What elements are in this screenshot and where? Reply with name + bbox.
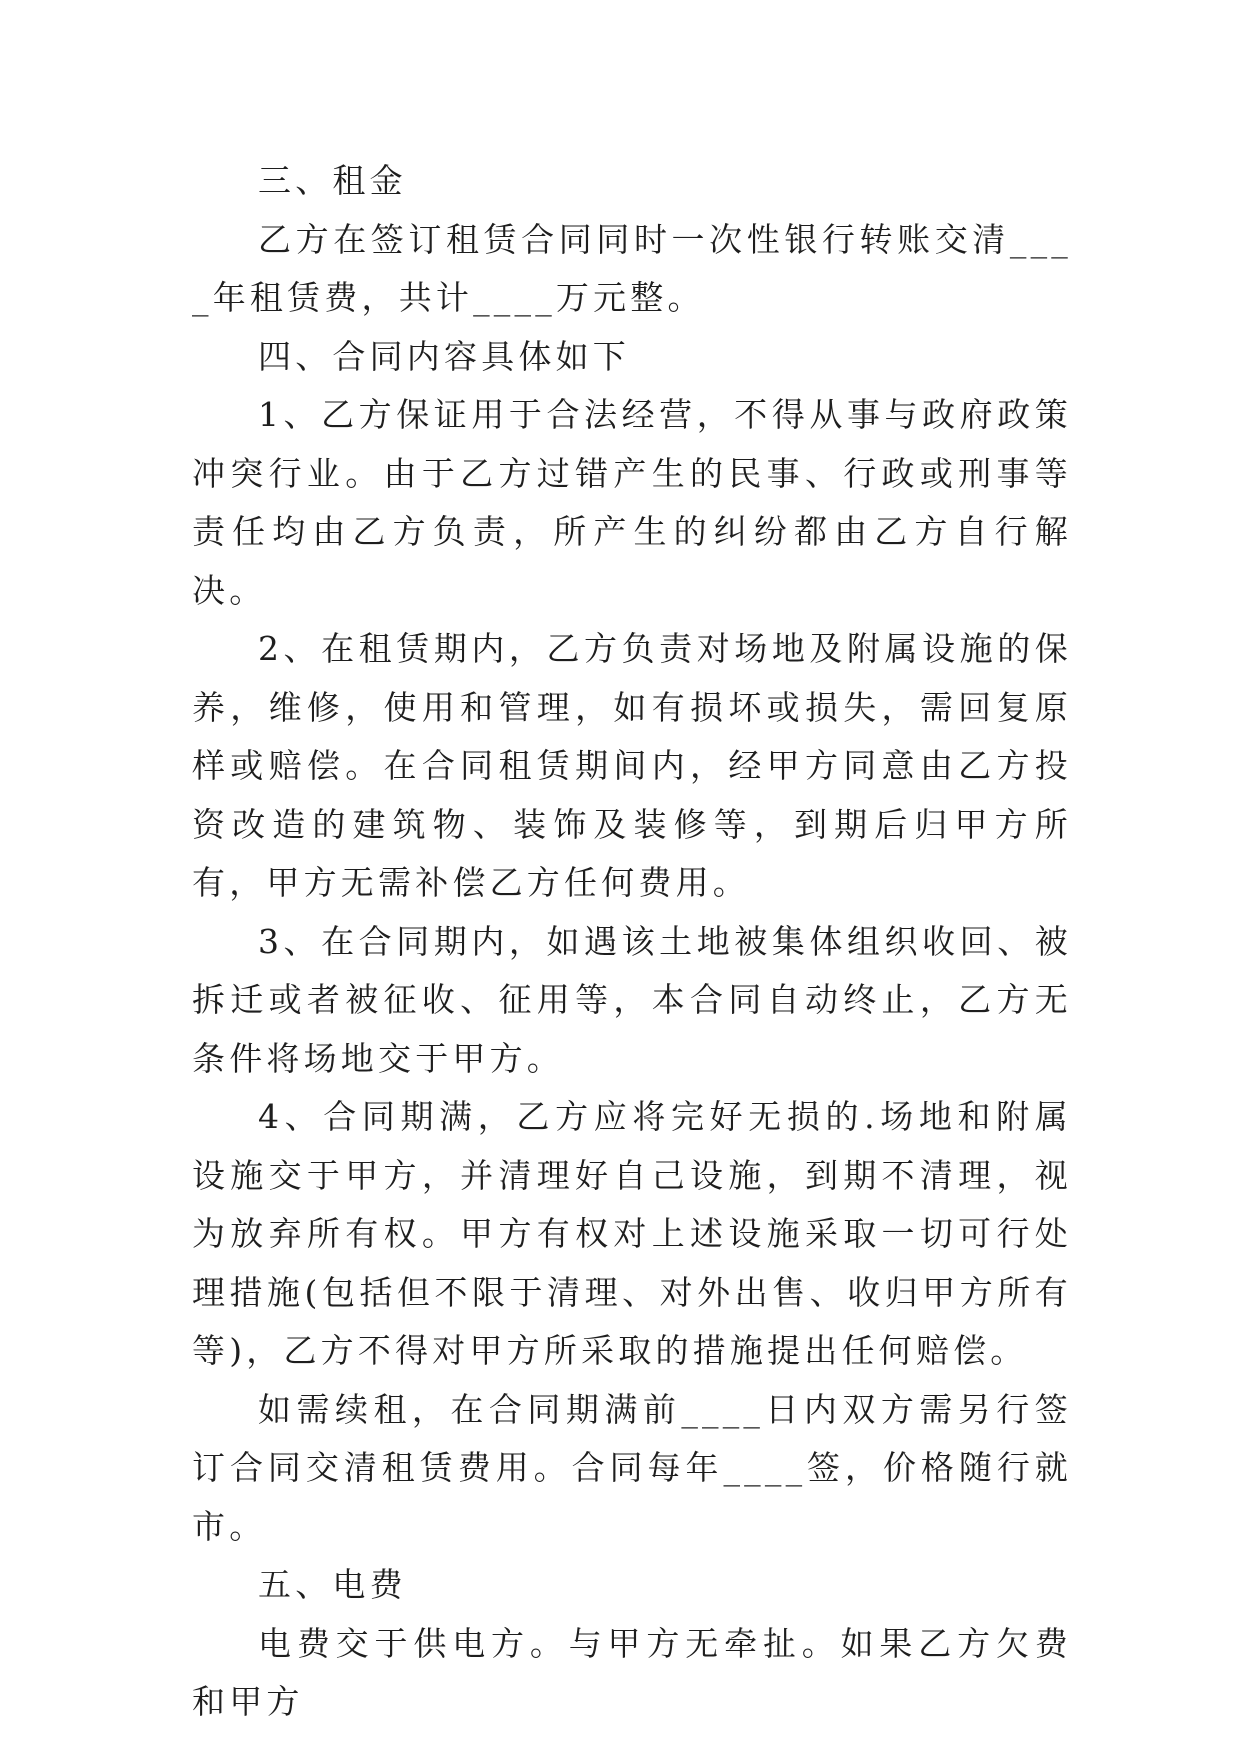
- document-body: [192, 152, 1072, 1732]
- section-heading-electricity: 五、电费: [258, 1565, 407, 1604]
- clause-1: 1、乙方保证用于合法经营，不得从事与政府政策冲突行业。由于乙方过错产生的民事、行政或刑事等责任均由乙方负责，所产生的纠纷都由乙方自行解决。: [192, 395, 1072, 610]
- clause-2: 2、在租赁期内，乙方负责对场地及附属设施的保养，维修，使用和管理，如有损坏或损失，需回复原样或赔偿。在合同租赁期间内，经甲方同意由乙方投资改造的建筑物、装饰及装修等，到期后归甲方所有，甲方无需补偿乙方任何费用。: [192, 629, 1072, 902]
- paragraph-rent-payment: 乙方在签订租赁合同同时一次性银行转账交清____年租赁费，共计____万元整。: [192, 219, 1072, 317]
- paragraph-electricity: 电费交于供电方。与甲方无牵扯。如果乙方欠费和甲方: [192, 1623, 1072, 1721]
- clause-3: 3、在合同期内，如遇该土地被集体组织收回、被拆迁或者被征收、征用等，本合同自动终止，乙方无条件将场地交于甲方。: [192, 921, 1072, 1078]
- section-heading-rent: 三、租金: [258, 161, 407, 200]
- section-heading-contract-content: 四、合同内容具体如下: [258, 336, 630, 376]
- clause-4: 4、合同期满，乙方应将完好无损的.场地和附属设施交于甲方，并清理好自己设施，到期不清理，视为放弃所有权。甲方有权对上述设施采取一切可行处理措施(包括但不限于清理、对外出售、收归甲方所有等)，乙方不得对甲方所采取的措施提出任何赔偿。: [192, 1097, 1072, 1370]
- paragraph-renewal: 如需续租，在合同期满前____日内双方需另行签订合同交清租赁费用。合同每年____签，价格随行就市。: [192, 1389, 1072, 1546]
